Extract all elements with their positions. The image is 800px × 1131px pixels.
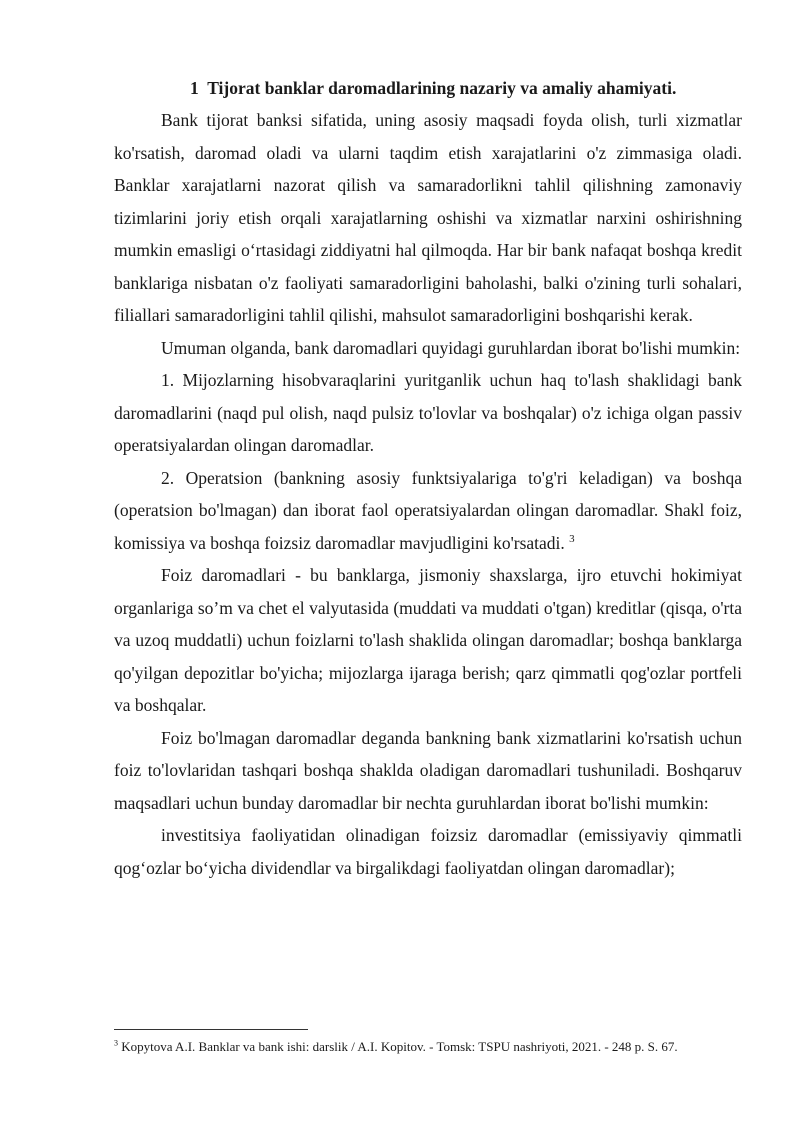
paragraph-interest-income: Foiz daromadlari - bu banklarga, jismoniy shaxslarga, ijro etuvchi hokimiyat organlariga so’m va chet el valyutasida (muddati va muddati o'tgan) kreditlar (qisqa, o'rta va uzoq muddatli) uchun foizlarni to'lash shaklida olingan daromadlar; boshqa banklarga qo'yilgan depozitlar bo'yicha; mijozlarga ijaraga berish; qarz qimmatli qog'ozlar portfeli va boshqalar. [114, 565, 742, 715]
footnote-reference[interactable]: 3 [569, 532, 575, 545]
paragraph-intro: Bank tijorat banksi sifatida, uning asosiy maqsadi foyda olish, turli xizmatlar ko'rsatish, daromad oladi va ularni taqdim etish xarajatlarini o'z zimmasiga oladi. Banklar xarajatlarni nazorat qilish va samaradorlikni tahlil qilishning zamonaviy tizimlarini joriy etish orqali xarajatlarning oshishi va xizmatlar narxini oshirishning mumkin emasligi oʻrtasidagi ziddiyatni hal qilmoqda. Har bir bank nafaqat boshqa kredit banklariga nisbatan o'z faoliyati samaradorligini baholashi, balki o'zining turli sohalari, filiallari samaradorligini tahlil qilishi, mahsulot samaradorligini boshqarishi kerak. [114, 110, 742, 325]
section-number: 1 [190, 78, 199, 98]
paragraph-item-2-text: 2. Operatsion (bankning asosiy funktsiyalariga to'g'ri keladigan) va boshqa (operatsion bo'lmagan) dan iborat faol operatsiyalardan olingan daromadlar. Shakl foiz, komissiya va boshqa foizsiz daromadlar mavjudligini ko'rsatadi. [114, 467, 742, 553]
section-heading [114, 72, 742, 104]
paragraph-investment-income: investitsiya faoliyatidan olinadigan foizsiz daromadlar (emissiyaviy qimmatli qogʻozlar boʻyicha dividendlar va birgalikdagi faoliyatdan olingan daromadlar); [114, 825, 742, 878]
footnote [114, 1039, 754, 1055]
page-body [114, 72, 742, 884]
footnote-text: Kopytova A.I. Banklar va bank ishi: darslik / A.I. Kopitov. - Tomsk: TSPU nashriyoti, 2021. - 248 p. S. 67. [121, 1039, 678, 1054]
footnote-divider [114, 1029, 308, 1030]
section-title: Tijorat banklar daromadlarining nazariy va amaliy ahamiyati. [207, 78, 677, 98]
paragraph-non-interest-income: Foiz bo'lmagan daromadlar deganda bankning bank xizmatlarini ko'rsatish uchun foiz to'lovlaridan tashqari boshqa shaklda oladigan daromadlari tushuniladi. Boshqaruv maqsadlari uchun bunday daromadlar bir nechta guruhlardan iborat bo'lishi mumkin: [114, 727, 742, 813]
footnote-marker: 3 [114, 1038, 118, 1048]
paragraph-item-1: 1. Mijozlarning hisobvaraqlarini yuritganlik uchun haq to'lash shaklidagi bank daromadlarini (naqd pul olish, naqd pulsiz to'lovlar va boshqalar) o'z ichiga olgan passiv operatsiyalardan olingan daromadlar. [114, 370, 742, 455]
paragraph-item-2 [114, 462, 742, 560]
paragraph-groups: Umuman olganda, bank daromadlari quyidagi guruhlardan iborat bo'lishi mumkin: [161, 337, 741, 358]
